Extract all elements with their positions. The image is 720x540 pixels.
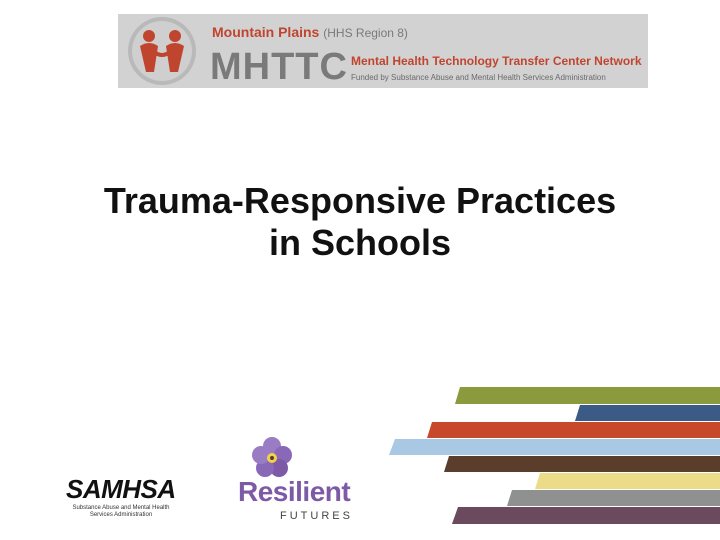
- title-line-1: Trauma-Responsive Practices: [103, 180, 617, 221]
- stripe-8: [452, 507, 720, 524]
- stripe-3: [427, 422, 720, 438]
- resilient-wordmark: Resilient: [238, 476, 351, 507]
- title-line-2: in Schools: [268, 222, 452, 263]
- network-name: Mental Health Technology Transfer Center Network: [351, 54, 642, 68]
- stripe-5: [444, 456, 720, 472]
- stripe-1: [455, 387, 720, 404]
- samhsa-subtitle: Substance Abuse and Mental Health Services Administration: [72, 505, 170, 518]
- region-sub: (HHS Region 8): [323, 26, 408, 40]
- flower-icon: [250, 436, 294, 480]
- region-name: Mountain Plains: [212, 24, 320, 40]
- samhsa-logo: [66, 476, 186, 519]
- stripe-7: [507, 490, 720, 506]
- stripe-2: [575, 405, 720, 421]
- stripe-4: [389, 439, 720, 455]
- mhttc-acronym: MHTTC: [210, 46, 348, 88]
- funded-by-text: Funded by Substance Abuse and Mental Health Services Administration: [351, 73, 606, 82]
- samhsa-wordmark: SAMHSA: [66, 474, 176, 504]
- stripe-6: [535, 473, 720, 489]
- futures-wordmark: FUTURES: [280, 510, 353, 522]
